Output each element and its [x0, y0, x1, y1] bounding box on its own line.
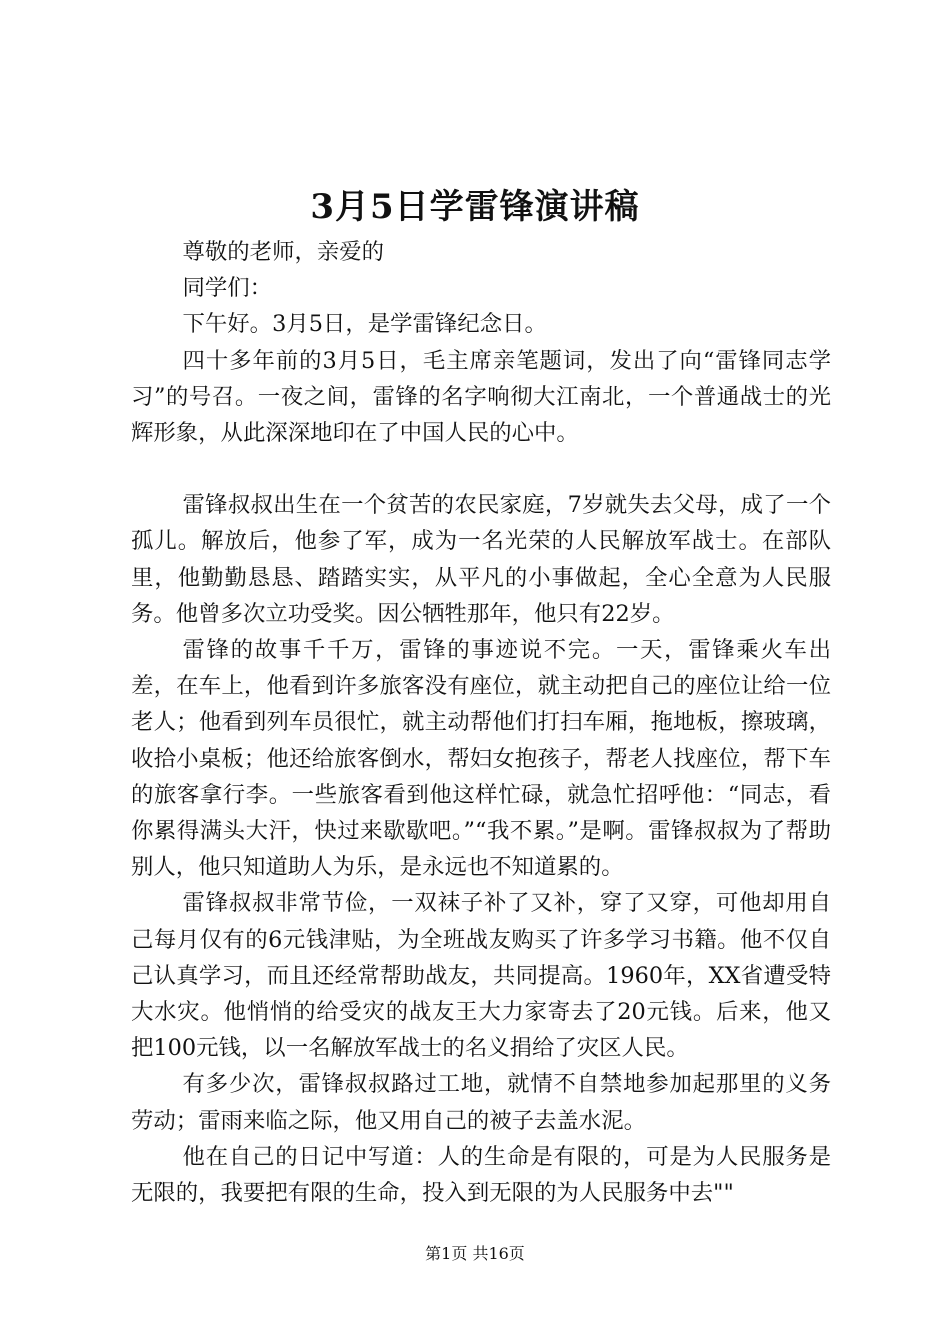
paragraph-greeting: 下午好。3月5日，是学雷锋纪念日。 — [182, 311, 547, 338]
page-footer: 第1页 共16页 — [425, 1244, 525, 1263]
paragraph-salutation: 尊敬的老师，亲爱的 — [182, 239, 385, 265]
paragraph-salutation-cont: 同学们： — [182, 275, 273, 302]
document-body — [131, 234, 831, 1211]
paragraph-train-story: 雷锋的故事千千万，雷锋的事迹说不完。一天，雷锋乘火车出差，在车上，他看到许多旅客没有座位，就主动把自己的座位让给一位老人；他看到列车员很忙，就主动帮他们打扫车厢，拖地板，擦玻璃，收拾小桌板；他还给旅客倒水，帮妇女抱孩子，帮老人找座位，帮下车的旅客拿行李。一些旅客看到他这样忙碌，就急忙招呼他：“同志，看你累得满头大汗，快过来歇歇吧。”“我不累。”是啊。雷锋叔叔为了帮助别人，他只知道助人为乐，是永远也不知道累的。 — [131, 637, 831, 881]
paragraph-diary: 他在自己的日记中写道：人的生命是有限的，可是为人民服务是无限的，我要把有限的生命，投入到无限的为人民服务中去"" — [131, 1143, 831, 1207]
paragraph-biography: 雷锋叔叔出生在一个贫苦的农民家庭，7岁就失去父母，成了一个孤儿。解放后，他参了军，成为一名光荣的人民解放军战士。在部队里，他勤勤恳恳、踏踏实实，从平凡的小事做起，全心全意为人民服务。他曾多次立功受奖。因公牺牲那年，他只有22岁。 — [131, 492, 831, 627]
page-title: 3月5日学雷锋演讲稿 — [310, 187, 640, 227]
paragraph-volunteer: 有多少次，雷锋叔叔路过工地，就情不自禁地参加起那里的义务劳动；雷雨来临之际，他又用自己的被子去盖水泥。 — [131, 1071, 831, 1134]
paragraph-frugality: 雷锋叔叔非常节俭，一双袜子补了又补，穿了又穿，可他却用自己每月仅有的6元钱津贴，为全班战友购买了许多学习书籍。他不仅自己认真学习，而且还经常帮助战友，共同提高。1960年，XX省遭受特大水灾。他悄悄的给受灾的战友王大力家寄去了20元钱。后来，他又把100元钱，以一名解放军战士的名义捐给了灾区人民。 — [131, 890, 831, 1062]
paragraph-history: 四十多年前的3月5日，毛主席亲笔题词，发出了向“雷锋同志学习”的号召。一夜之间，雷锋的名字响彻大江南北，一个普通战士的光辉形象，从此深深地印在了中国人民的心中。 — [131, 347, 831, 447]
